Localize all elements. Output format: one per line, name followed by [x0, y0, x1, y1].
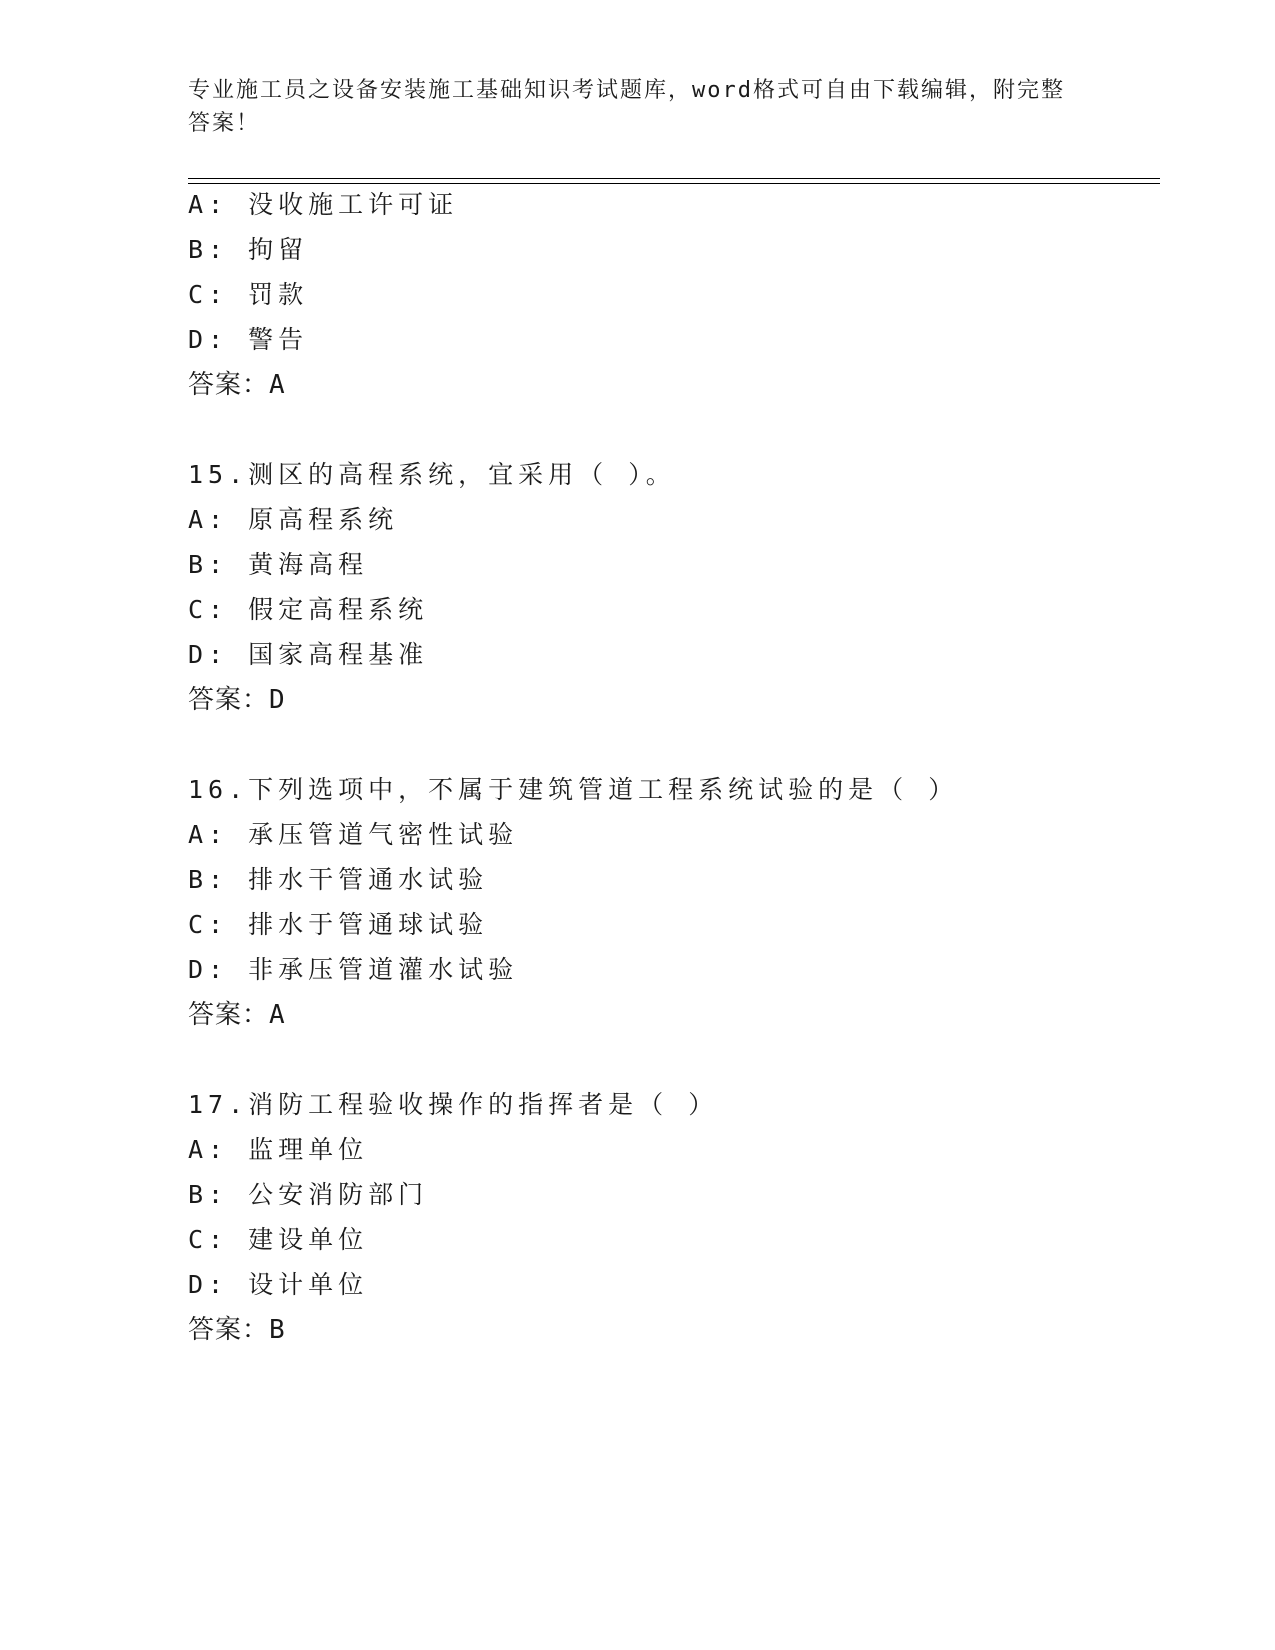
q16-answer: 答案：A — [188, 1000, 286, 1030]
q14-option-a: A: 没收施工许可证 — [188, 190, 459, 219]
q14-option-b: B: 拘留 — [188, 235, 309, 264]
q15-question: 15.测区的高程系统，宜采用（ ）。 — [188, 460, 676, 489]
q17-option-a: A: 监理单位 — [188, 1135, 369, 1164]
q16-option-d: D: 非承压管道灌水试验 — [188, 955, 519, 984]
q16-question: 16.下列选项中，不属于建筑管道工程系统试验的是（ ） — [188, 775, 959, 804]
q17-answer: 答案：B — [188, 1315, 286, 1345]
q15-option-c: C: 假定高程系统 — [188, 595, 429, 624]
header-divider-top — [188, 178, 1160, 179]
q15-option-a: A: 原高程系统 — [188, 505, 399, 534]
q15-option-b: B: 黄海高程 — [188, 550, 369, 579]
header-divider-bottom — [188, 183, 1160, 184]
q16-option-b: B: 排水干管通水试验 — [188, 865, 489, 894]
q16-option-a: A: 承压管道气密性试验 — [188, 820, 519, 849]
q17-question: 17.消防工程验收操作的指挥者是（ ） — [188, 1090, 719, 1119]
q15-option-d: D: 国家高程基准 — [188, 640, 429, 669]
document-header: 专业施工员之设备安装施工基础知识考试题库，word格式可自由下载编辑，附完整答案！ — [188, 78, 1065, 136]
q17-option-d: D: 设计单位 — [188, 1270, 369, 1299]
q17-option-c: C: 建设单位 — [188, 1225, 369, 1254]
q15-answer: 答案：D — [188, 685, 286, 715]
q14-answer: 答案：A — [188, 370, 286, 400]
q14-option-d: D: 警告 — [188, 325, 309, 354]
q14-option-c: C: 罚款 — [188, 280, 309, 309]
q17-option-b: B: 公安消防部门 — [188, 1180, 429, 1209]
q16-option-c: C: 排水于管通球试验 — [188, 910, 489, 939]
